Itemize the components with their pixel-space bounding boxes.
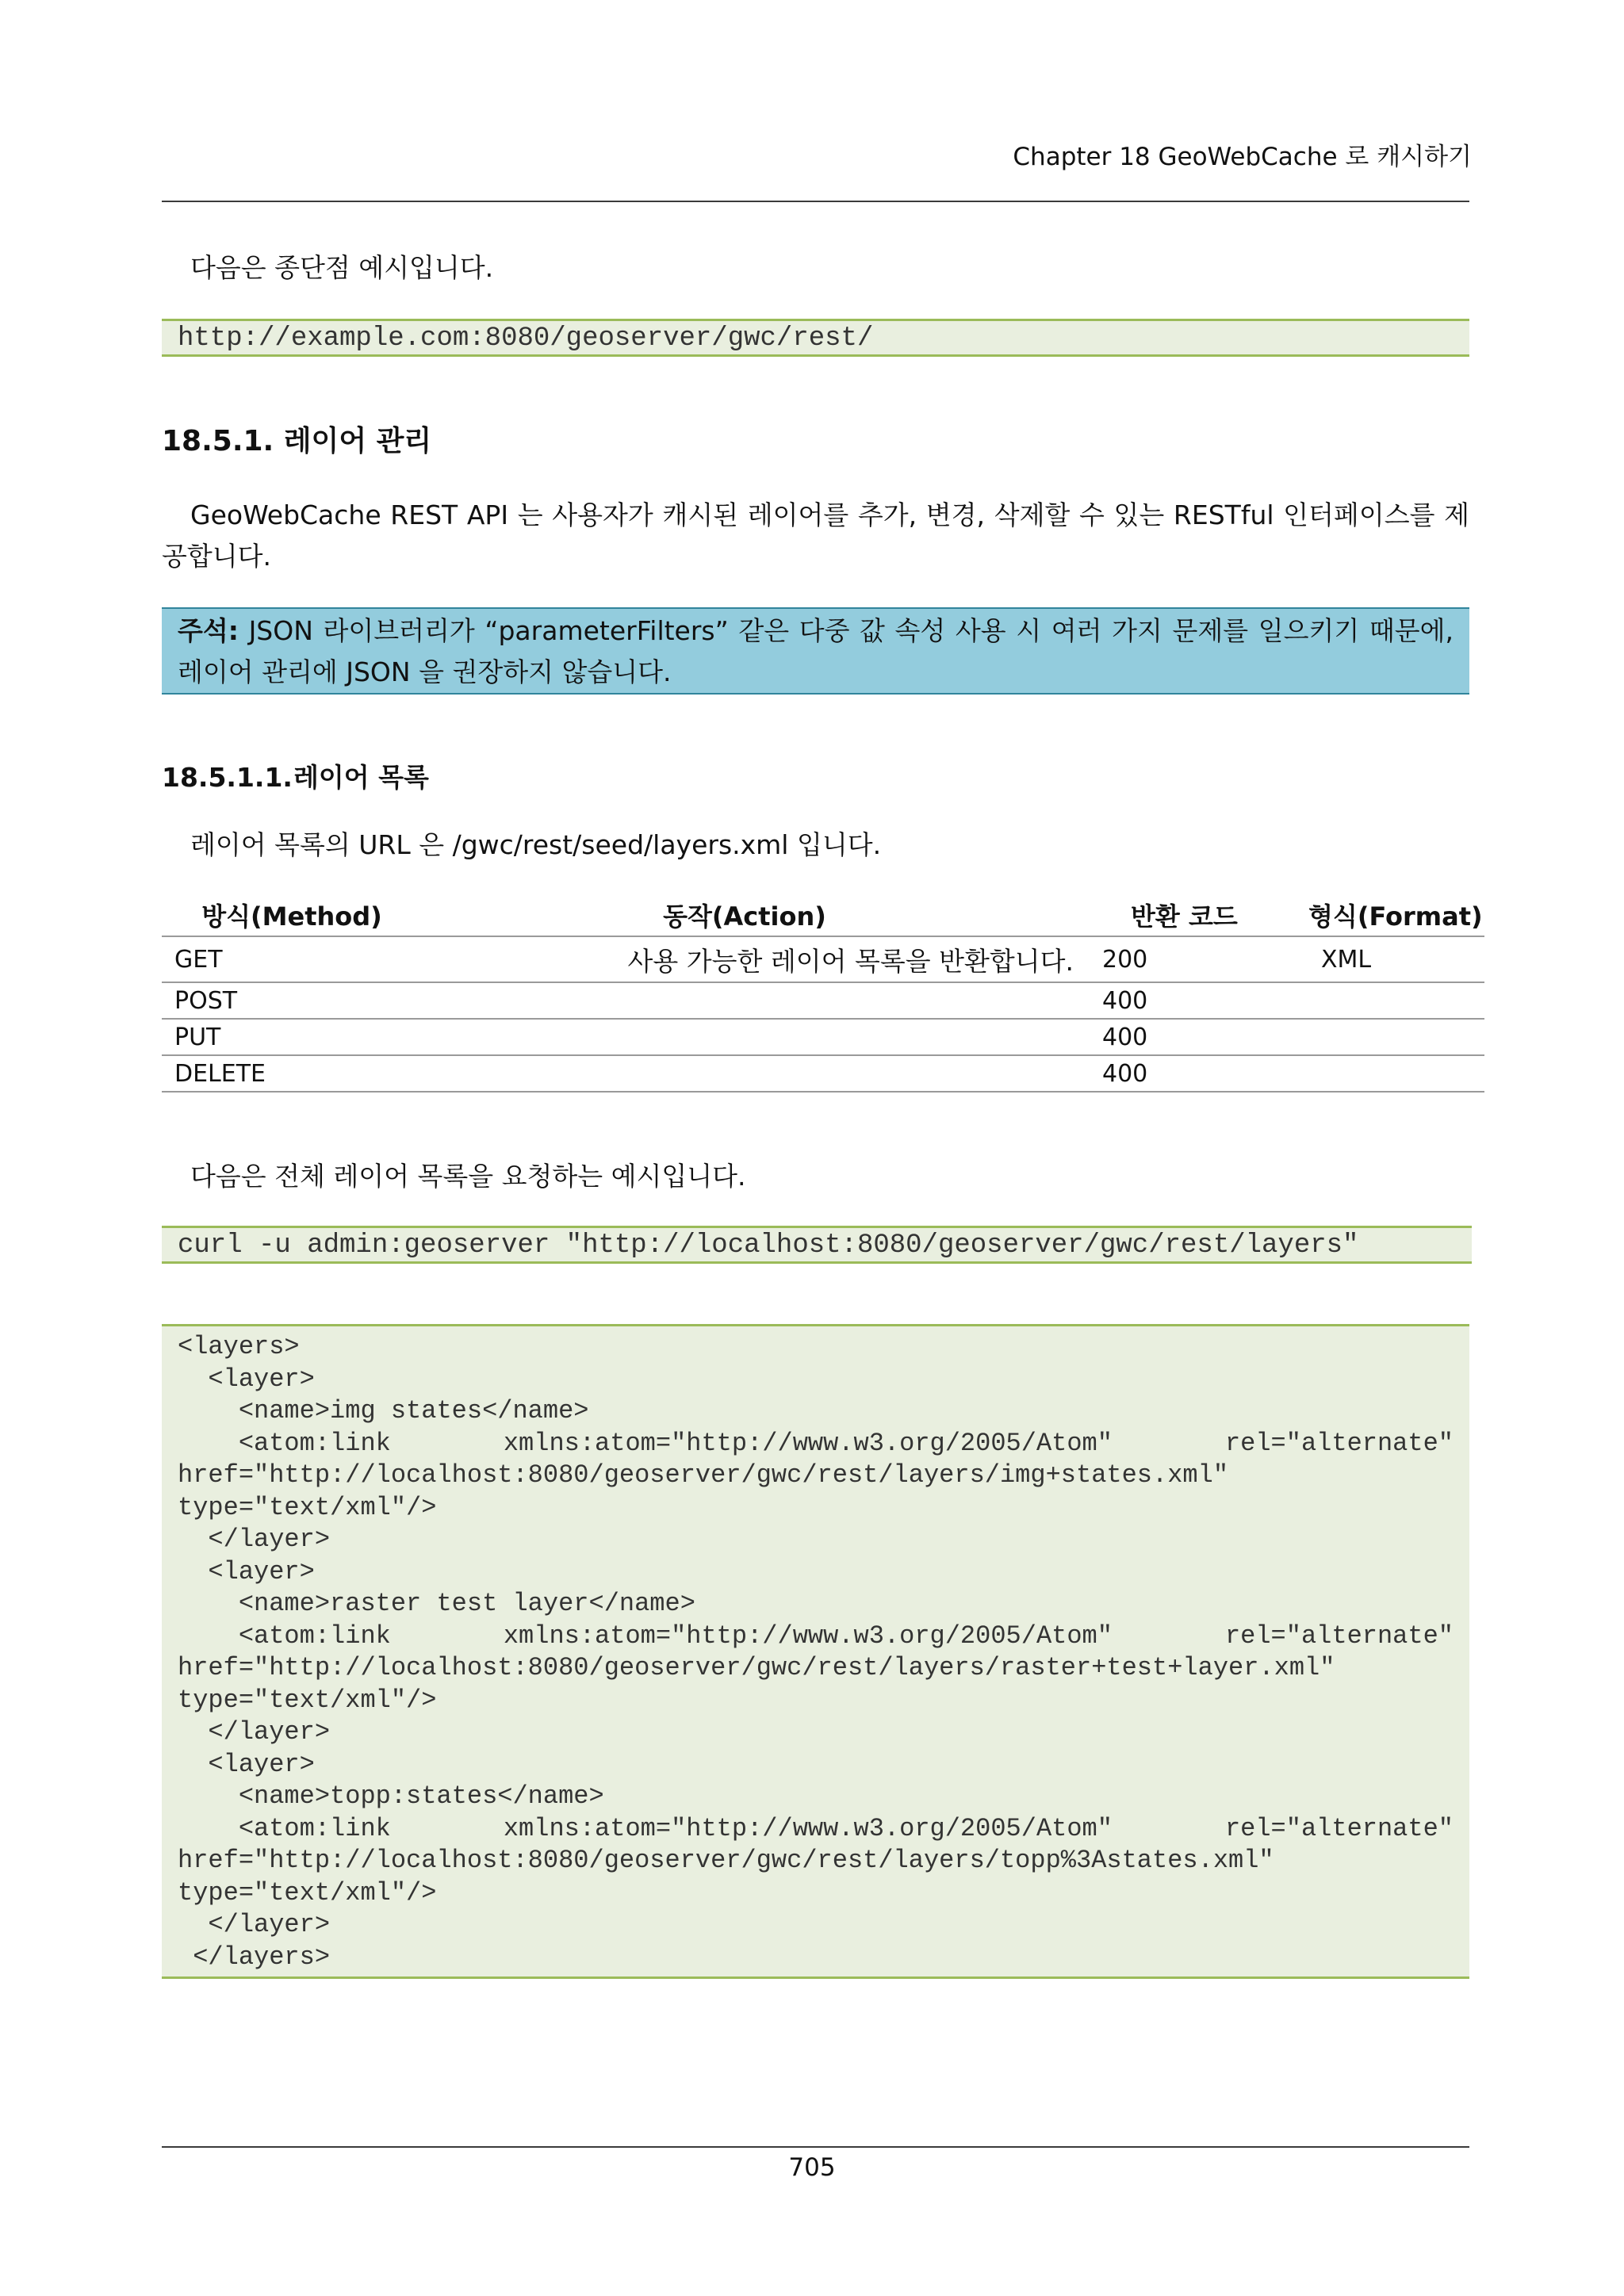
subsection-number: 18.5.1.1. xyxy=(162,762,293,793)
row-format xyxy=(1308,1055,1484,1092)
code-token: rel="alternate" xyxy=(1224,1813,1454,1843)
code-line: </layer> xyxy=(178,1717,331,1747)
code-line xyxy=(178,1428,1454,1460)
section-number: 18.5.1. xyxy=(162,425,274,457)
subsection-heading xyxy=(162,757,429,794)
header-format: 형식(Format) xyxy=(1308,894,1484,936)
code-line: <name>raster test layer</name> xyxy=(178,1589,695,1618)
row-action: 사용 가능한 레이어 목록을 반환합니다. xyxy=(400,936,1090,982)
code-line: </layer> xyxy=(178,1910,331,1939)
note-text: JSON 라이브러리가 “parameterFilters” 같은 다중 값 속성 사용 시 여러 가지 문제를 일으키기 때문에, 레이어 관리에 JSON 을 권장하지 않습니다. xyxy=(178,615,1454,687)
subsection-title: 레이어 목록 xyxy=(293,762,429,793)
row-method: POST xyxy=(162,982,400,1019)
code-line: </layers> xyxy=(178,1942,331,1972)
response-code-block xyxy=(162,1324,1469,1979)
row-code: 200 xyxy=(1090,936,1308,982)
code-token: xmlns:atom="http://www.w3.org/2005/Atom" xyxy=(503,1813,1113,1843)
code-line: <layer> xyxy=(178,1556,315,1586)
code-line xyxy=(178,1813,1454,1846)
code-line: <name>topp:states</name> xyxy=(178,1781,604,1811)
curl-command: curl -u admin:geoserver "http://localhost:8080/geoserver/gwc/rest/layers" xyxy=(178,1230,1359,1261)
code-line: type="text/xml"/> xyxy=(178,1877,437,1908)
code-token: rel="alternate" xyxy=(1224,1621,1454,1651)
table-row xyxy=(162,982,1484,1019)
curl-code-box xyxy=(162,1226,1472,1264)
code-line xyxy=(178,1621,1454,1653)
code-token: xmlns:atom="http://www.w3.org/2005/Atom" xyxy=(503,1428,1113,1458)
code-line: type="text/xml"/> xyxy=(178,1492,437,1522)
row-code: 400 xyxy=(1090,1019,1308,1055)
footer-rule xyxy=(162,2146,1469,2148)
endpoint-intro-text: 다음은 종단점 예시입니다. xyxy=(190,252,494,283)
row-method: GET xyxy=(162,936,400,982)
header-code: 반환 코드 xyxy=(1090,894,1308,936)
code-line: <layer> xyxy=(178,1364,315,1394)
code-line: href="http://localhost:8080/geoserver/gwc/rest/layers/img+states.xml" xyxy=(178,1460,1229,1490)
page-number: 705 xyxy=(788,2153,836,2182)
code-token: <atom:link xyxy=(178,1428,391,1458)
code-token: <atom:link xyxy=(178,1813,391,1843)
row-code: 400 xyxy=(1090,982,1308,1019)
row-action xyxy=(400,982,1090,1019)
row-action xyxy=(400,1019,1090,1055)
subsection-description: 레이어 목록의 URL 은 /gwc/rest/seed/layers.xml 입니다. xyxy=(190,829,882,860)
code-line: type="text/xml"/> xyxy=(178,1685,437,1715)
note-box xyxy=(162,607,1469,695)
section-title: 레이어 관리 xyxy=(283,425,432,457)
request-intro-text: 다음은 전체 레이어 목록을 요청하는 예시입니다. xyxy=(190,1161,746,1192)
section-description: GeoWebCache REST API 는 사용자가 캐시된 레이어를 추가, 변경, 삭제할 수 있는 RESTful 인터페이스를 제공합니다. xyxy=(162,499,1469,572)
code-line: href="http://localhost:8080/geoserver/gwc/rest/layers/topp%3Astates.xml" xyxy=(178,1846,1274,1875)
row-format xyxy=(1308,1019,1484,1055)
table-row xyxy=(162,1019,1484,1055)
endpoint-intro xyxy=(162,247,1469,289)
methods-table xyxy=(162,894,1484,1093)
code-line: <name>img states</name> xyxy=(178,1396,589,1425)
code-token: xmlns:atom="http://www.w3.org/2005/Atom" xyxy=(503,1621,1113,1651)
code-line: </layer> xyxy=(178,1525,331,1554)
note-label: 주석: xyxy=(178,615,239,646)
subsection-description-wrap xyxy=(162,825,1469,866)
code-token: <atom:link xyxy=(178,1621,391,1651)
request-intro xyxy=(162,1156,1469,1197)
row-action xyxy=(400,1055,1090,1092)
table-row xyxy=(162,1055,1484,1092)
code-line: <layers> xyxy=(178,1332,300,1361)
row-code: 400 xyxy=(1090,1055,1308,1092)
code-line: <layer> xyxy=(178,1749,315,1779)
table-row xyxy=(162,936,1484,982)
row-method: PUT xyxy=(162,1019,400,1055)
code-token: rel="alternate" xyxy=(1224,1428,1454,1458)
table-header-row xyxy=(162,894,1484,936)
code-line: href="http://localhost:8080/geoserver/gwc/rest/layers/raster+test+layer.xml" xyxy=(178,1653,1335,1682)
row-method: DELETE xyxy=(162,1055,400,1092)
header-action: 동작(Action) xyxy=(400,894,1090,936)
row-format xyxy=(1308,982,1484,1019)
header-rule xyxy=(162,201,1469,202)
row-format: XML xyxy=(1308,936,1484,982)
endpoint-code-box xyxy=(162,319,1469,357)
section-heading xyxy=(162,419,431,459)
header-method: 방식(Method) xyxy=(162,894,400,936)
endpoint-url: http://example.com:8080/geoserver/gwc/rest/ xyxy=(178,323,874,354)
running-header: Chapter 18 GeoWebCache 로 캐시하기 xyxy=(1013,143,1472,171)
